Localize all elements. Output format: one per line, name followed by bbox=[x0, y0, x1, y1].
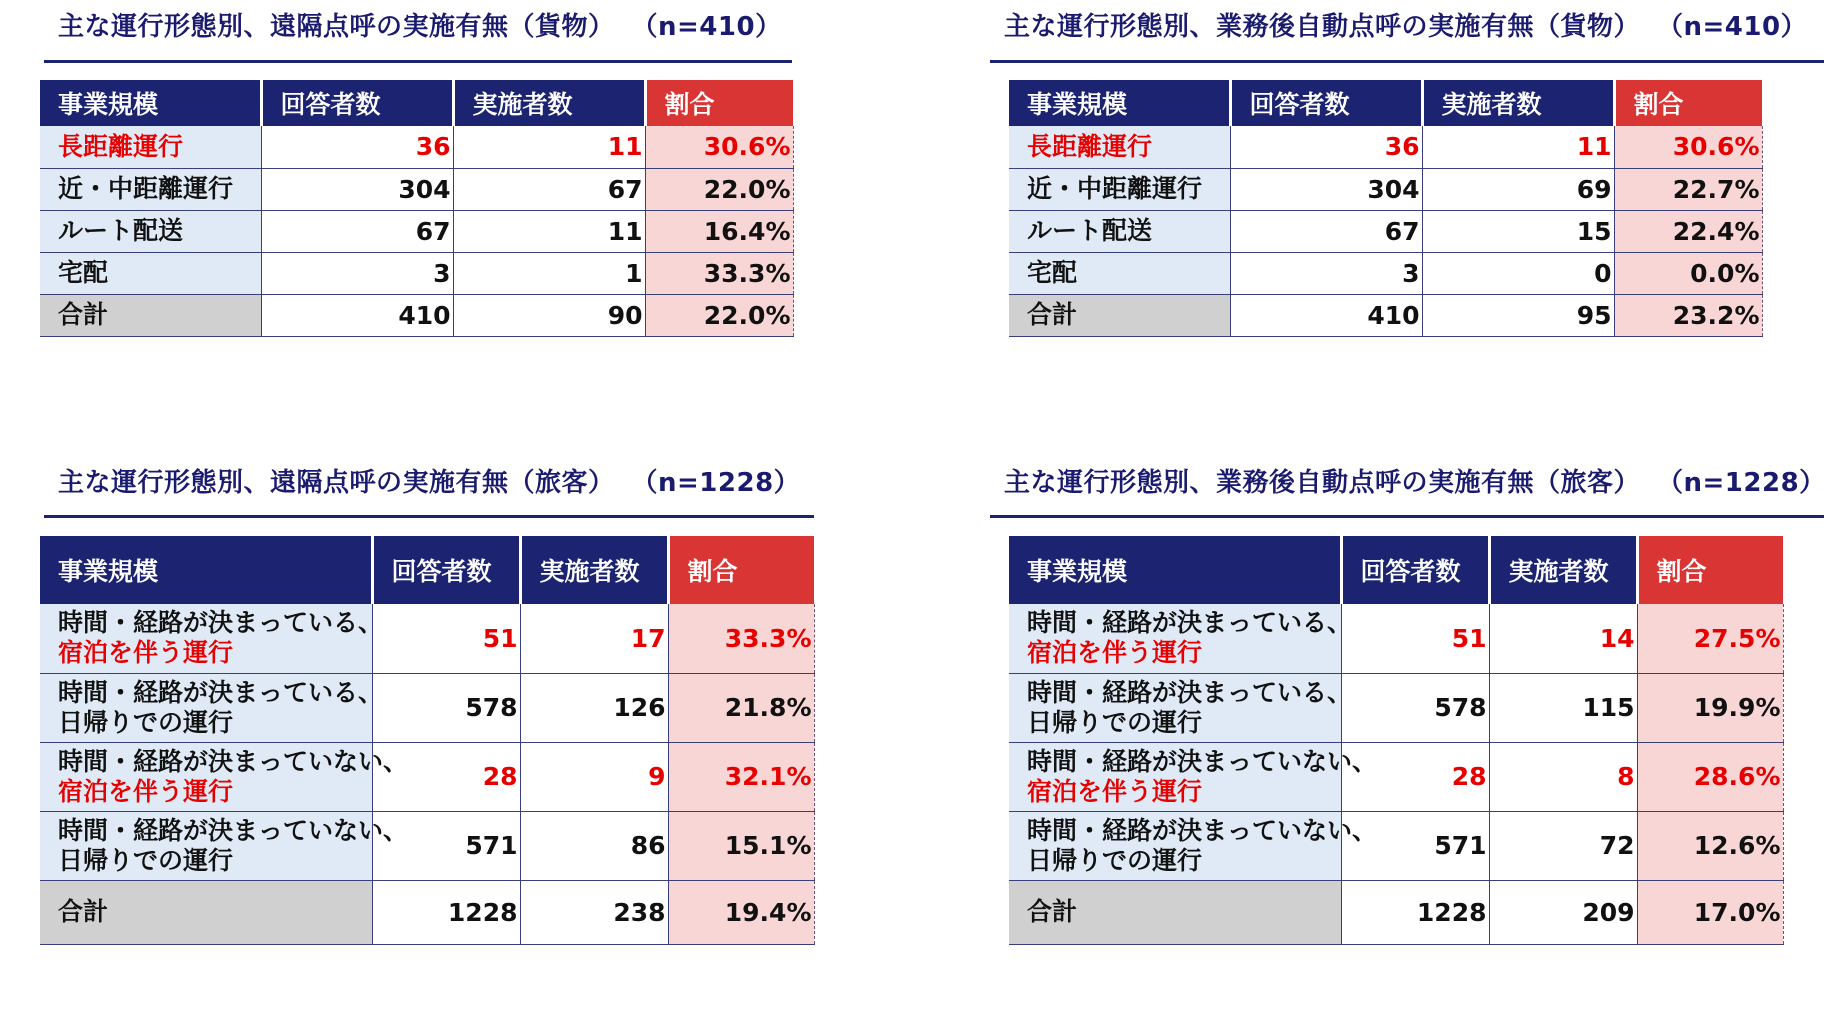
title-underline bbox=[44, 60, 792, 63]
panel-title bbox=[1004, 6, 1807, 43]
panel-sample-size: （n=410） bbox=[1670, 12, 1808, 42]
table-row bbox=[1009, 673, 1783, 742]
category-line1: 近・中距離運行 bbox=[1027, 174, 1203, 203]
category-cell bbox=[1009, 126, 1230, 168]
ratio-cell: 27.5% bbox=[1637, 604, 1783, 673]
table-row bbox=[40, 673, 814, 742]
table-row bbox=[40, 126, 793, 168]
category-cell bbox=[1009, 168, 1230, 210]
category-line1: 時間・経路が決まっている、 bbox=[58, 677, 384, 707]
table-row bbox=[1009, 210, 1762, 252]
table-row bbox=[40, 742, 814, 811]
header-row bbox=[40, 536, 814, 604]
implementers-cell: 15 bbox=[1422, 210, 1614, 252]
respondents-cell: 67 bbox=[1230, 210, 1422, 252]
ratio-cell: 19.4% bbox=[668, 880, 814, 944]
respondents-cell: 36 bbox=[261, 126, 453, 168]
ratio-cell: 21.8% bbox=[668, 673, 814, 742]
table-row bbox=[40, 604, 814, 673]
data-table bbox=[1009, 80, 1763, 337]
respondents-cell: 51 bbox=[1341, 604, 1489, 673]
category-line1: 長距離運行 bbox=[58, 131, 184, 161]
header-respondents: 回答者数 bbox=[261, 80, 453, 126]
category-line2: 日帰りでの運行 bbox=[1027, 707, 1203, 737]
panel-title-text: 主な運行形態別、業務後自動点呼の実施有無（旅客） bbox=[1004, 468, 1641, 498]
category-line1: 合計 bbox=[58, 897, 109, 926]
category-cell bbox=[1009, 294, 1230, 336]
category-cell bbox=[40, 252, 261, 294]
implementers-cell: 90 bbox=[453, 294, 645, 336]
category-line1: 合計 bbox=[1027, 897, 1078, 926]
respondents-cell: 410 bbox=[1230, 294, 1422, 336]
respondents-cell: 28 bbox=[1341, 742, 1489, 811]
respondents-cell: 578 bbox=[372, 673, 520, 742]
table-row bbox=[1009, 168, 1762, 210]
category-cell bbox=[1009, 252, 1230, 294]
table-row bbox=[1009, 252, 1762, 294]
ratio-cell: 23.2% bbox=[1614, 294, 1762, 336]
respondents-cell: 1228 bbox=[372, 880, 520, 944]
respondents-cell: 51 bbox=[372, 604, 520, 673]
implementers-cell: 9 bbox=[520, 742, 668, 811]
category-line1: 長距離運行 bbox=[1027, 131, 1153, 161]
header-respondents: 回答者数 bbox=[1230, 80, 1422, 126]
implementers-cell: 69 bbox=[1422, 168, 1614, 210]
table-row bbox=[40, 210, 793, 252]
category-cell bbox=[1009, 811, 1378, 880]
ratio-cell: 32.1% bbox=[668, 742, 814, 811]
category-line1: 時間・経路が決まっていない、 bbox=[58, 746, 409, 776]
panel-title bbox=[58, 6, 782, 43]
table-row bbox=[1009, 742, 1783, 811]
implementers-cell: 238 bbox=[520, 880, 668, 944]
ratio-cell: 33.3% bbox=[645, 252, 793, 294]
implementers-cell: 8 bbox=[1489, 742, 1637, 811]
category-line1: 時間・経路が決まっている、 bbox=[58, 608, 384, 638]
category-cell bbox=[1009, 604, 1353, 673]
title-underline bbox=[44, 515, 814, 518]
respondents-cell: 410 bbox=[261, 294, 453, 336]
header-category: 事業規模 bbox=[40, 80, 261, 126]
implementers-cell: 11 bbox=[453, 210, 645, 252]
header-ratio: 割合 bbox=[645, 80, 793, 126]
data-table bbox=[40, 80, 794, 337]
panel-title-text: 主な運行形態別、遠隔点呼の実施有無（貨物） bbox=[58, 12, 615, 42]
category-line2: 日帰りでの運行 bbox=[58, 845, 234, 875]
category-line1: 時間・経路が決まっていない、 bbox=[1027, 746, 1378, 776]
ratio-cell: 33.3% bbox=[668, 604, 814, 673]
ratio-cell: 12.6% bbox=[1637, 811, 1783, 880]
respondents-cell: 304 bbox=[261, 168, 453, 210]
category-line1: 時間・経路が決まっていない、 bbox=[1027, 815, 1378, 845]
implementers-cell: 95 bbox=[1422, 294, 1614, 336]
category-line2: 宿泊を伴う運行 bbox=[58, 776, 234, 806]
header-respondents: 回答者数 bbox=[372, 536, 520, 604]
category-cell bbox=[40, 604, 384, 673]
table-row bbox=[1009, 126, 1762, 168]
header-implementers: 実施者数 bbox=[1422, 80, 1614, 126]
data-table bbox=[40, 536, 815, 945]
implementers-cell: 11 bbox=[453, 126, 645, 168]
category-cell bbox=[1009, 673, 1353, 742]
table-row bbox=[1009, 811, 1783, 880]
category-line1: 宅配 bbox=[1027, 258, 1078, 287]
category-cell bbox=[1009, 880, 1341, 944]
respondents-cell: 67 bbox=[261, 210, 453, 252]
ratio-cell: 22.0% bbox=[645, 168, 793, 210]
category-line2: 日帰りでの運行 bbox=[58, 707, 234, 737]
implementers-cell: 126 bbox=[520, 673, 668, 742]
implementers-cell: 14 bbox=[1489, 604, 1637, 673]
category-line1: ルート配送 bbox=[58, 216, 184, 245]
panel-sample-size: （n=410） bbox=[644, 12, 782, 42]
header-ratio: 割合 bbox=[1614, 80, 1762, 126]
implementers-cell: 17 bbox=[520, 604, 668, 673]
table-row bbox=[40, 811, 814, 880]
implementers-cell: 86 bbox=[520, 811, 668, 880]
panel-sample-size: （n=1228） bbox=[644, 468, 801, 498]
ratio-cell: 28.6% bbox=[1637, 742, 1783, 811]
category-cell bbox=[40, 742, 409, 811]
ratio-cell: 15.1% bbox=[668, 811, 814, 880]
ratio-cell: 30.6% bbox=[1614, 126, 1762, 168]
category-line1: 時間・経路が決まっている、 bbox=[1027, 608, 1353, 638]
respondents-cell: 571 bbox=[372, 811, 520, 880]
implementers-cell: 115 bbox=[1489, 673, 1637, 742]
header-implementers: 実施者数 bbox=[520, 536, 668, 604]
panel-title-text: 主な運行形態別、業務後自動点呼の実施有無（貨物） bbox=[1004, 12, 1641, 42]
category-cell bbox=[40, 168, 261, 210]
header-ratio: 割合 bbox=[1637, 536, 1783, 604]
category-cell bbox=[40, 126, 261, 168]
total-row bbox=[1009, 294, 1762, 336]
respondents-cell: 3 bbox=[1230, 252, 1422, 294]
implementers-cell: 209 bbox=[1489, 880, 1637, 944]
category-line2: 宿泊を伴う運行 bbox=[1027, 638, 1203, 668]
implementers-cell: 0 bbox=[1422, 252, 1614, 294]
data-table bbox=[1009, 536, 1784, 945]
header-implementers: 実施者数 bbox=[453, 80, 645, 126]
category-line1: 合計 bbox=[58, 300, 109, 329]
respondents-cell: 1228 bbox=[1341, 880, 1489, 944]
ratio-cell: 0.0% bbox=[1614, 252, 1762, 294]
ratio-cell: 22.4% bbox=[1614, 210, 1762, 252]
title-underline bbox=[990, 515, 1824, 518]
total-row bbox=[1009, 880, 1783, 944]
table-row bbox=[1009, 604, 1783, 673]
title-underline bbox=[990, 60, 1824, 63]
category-cell bbox=[40, 673, 384, 742]
respondents-cell: 28 bbox=[372, 742, 520, 811]
category-cell bbox=[1009, 210, 1230, 252]
category-line2: 宿泊を伴う運行 bbox=[58, 638, 234, 668]
category-line2: 日帰りでの運行 bbox=[1027, 845, 1203, 875]
implementers-cell: 67 bbox=[453, 168, 645, 210]
respondents-cell: 571 bbox=[1341, 811, 1489, 880]
category-cell bbox=[40, 210, 261, 252]
category-line2: 宿泊を伴う運行 bbox=[1027, 776, 1203, 806]
header-row bbox=[40, 80, 793, 126]
header-category: 事業規模 bbox=[40, 536, 372, 604]
ratio-cell: 19.9% bbox=[1637, 673, 1783, 742]
header-ratio: 割合 bbox=[668, 536, 814, 604]
ratio-cell: 30.6% bbox=[645, 126, 793, 168]
panel-title bbox=[58, 462, 800, 499]
ratio-cell: 16.4% bbox=[645, 210, 793, 252]
header-category: 事業規模 bbox=[1009, 80, 1230, 126]
header-row bbox=[1009, 80, 1762, 126]
category-cell bbox=[40, 294, 261, 336]
category-line1: 時間・経路が決まっていない、 bbox=[58, 815, 409, 845]
category-cell bbox=[40, 880, 372, 944]
ratio-cell: 17.0% bbox=[1637, 880, 1783, 944]
total-row bbox=[40, 880, 814, 944]
header-implementers: 実施者数 bbox=[1489, 536, 1637, 604]
respondents-cell: 3 bbox=[261, 252, 453, 294]
table-row bbox=[40, 168, 793, 210]
category-line1: 近・中距離運行 bbox=[58, 174, 234, 203]
panel-title-text: 主な運行形態別、遠隔点呼の実施有無（旅客） bbox=[58, 468, 615, 498]
category-line1: 時間・経路が決まっている、 bbox=[1027, 677, 1353, 707]
ratio-cell: 22.0% bbox=[645, 294, 793, 336]
respondents-cell: 36 bbox=[1230, 126, 1422, 168]
implementers-cell: 11 bbox=[1422, 126, 1614, 168]
panel-title bbox=[1004, 462, 1826, 499]
category-line1: ルート配送 bbox=[1027, 216, 1153, 245]
ratio-cell: 22.7% bbox=[1614, 168, 1762, 210]
category-cell bbox=[1009, 742, 1378, 811]
category-cell bbox=[40, 811, 409, 880]
respondents-cell: 304 bbox=[1230, 168, 1422, 210]
respondents-cell: 578 bbox=[1341, 673, 1489, 742]
header-row bbox=[1009, 536, 1783, 604]
implementers-cell: 72 bbox=[1489, 811, 1637, 880]
header-respondents: 回答者数 bbox=[1341, 536, 1489, 604]
panel-sample-size: （n=1228） bbox=[1670, 468, 1826, 498]
category-line1: 合計 bbox=[1027, 300, 1078, 329]
header-category: 事業規模 bbox=[1009, 536, 1341, 604]
category-line1: 宅配 bbox=[58, 258, 109, 287]
table-row bbox=[40, 252, 793, 294]
total-row bbox=[40, 294, 793, 336]
implementers-cell: 1 bbox=[453, 252, 645, 294]
